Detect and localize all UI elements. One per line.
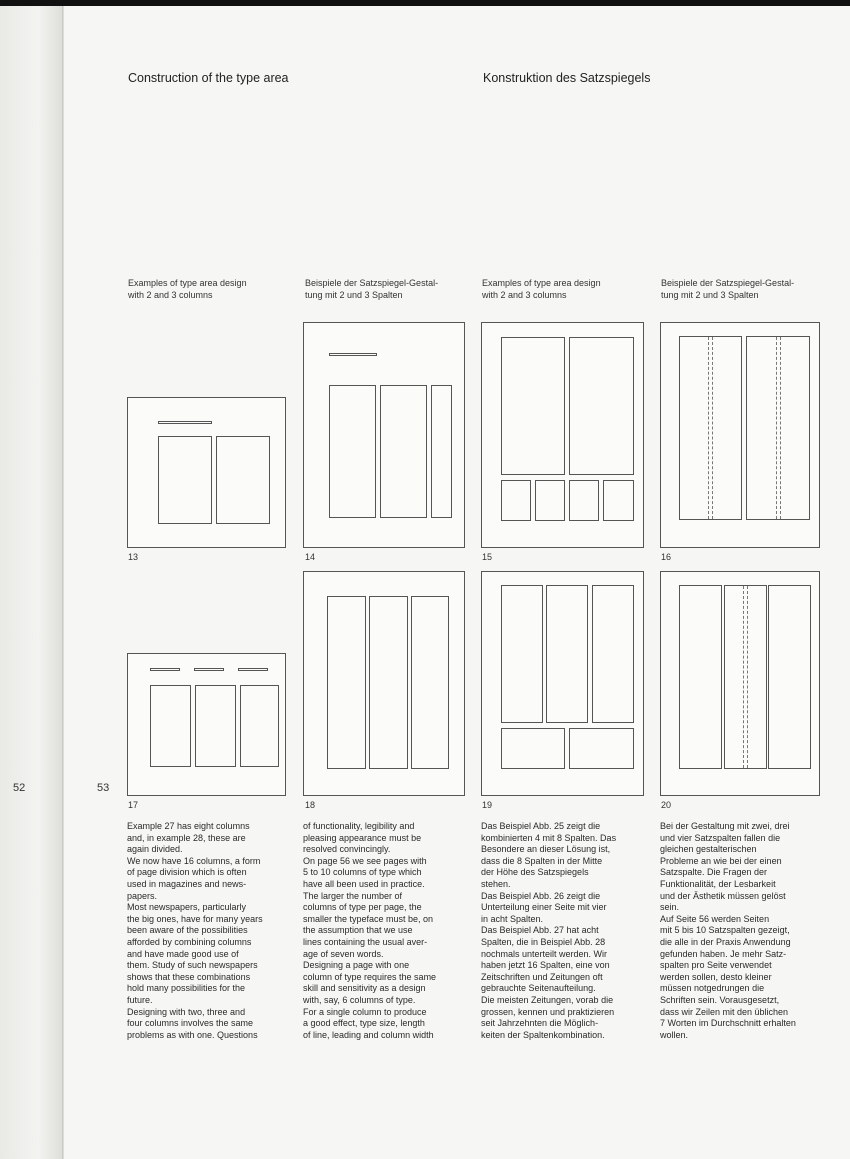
figure-number: 14 [305, 552, 316, 562]
type-column [569, 337, 634, 475]
caption-english-2: Examples of type area design with 2 and 3 columns [482, 278, 601, 300]
type-column [501, 337, 565, 475]
figure-18-page [303, 571, 465, 796]
figure-16-page [660, 322, 820, 548]
figure-number: 15 [482, 552, 493, 562]
figure-number: 18 [305, 800, 316, 810]
type-column [431, 385, 452, 518]
type-column [724, 585, 767, 769]
figure-14-page [303, 322, 465, 548]
figure-19-page [481, 571, 644, 796]
figure-number: 13 [128, 552, 139, 562]
column-divider [780, 337, 781, 519]
type-column [501, 585, 543, 723]
type-column [195, 685, 236, 767]
book-gutter [0, 6, 64, 1159]
heading-bar [150, 668, 180, 671]
caption-german-2: Beispiele der Satzspiegel-Gestal- tung mit 2 und 3 Spalten [661, 278, 795, 300]
body-text-column-1: Example 27 has eight columns and, in example 28, these are again divided. We now have 16 columns, a form of page division which is often used in magazines and news- papers. Most newspapers, particularly the big ones, have for many years been aware of the possibilities afforded by combining columns and have made good use of them. Study of such newspapers shows that these combinations hold many possibilities for the future. Designing with two, three and four columns involves the same problems as with one. Questions [127, 821, 263, 1040]
type-column [240, 685, 279, 767]
type-column [150, 685, 191, 767]
figure-13-page [127, 397, 286, 548]
gutter-fold-line [62, 6, 63, 1159]
type-column [329, 385, 376, 518]
column-divider [776, 337, 777, 519]
type-column [369, 596, 408, 769]
body-text-column-3: Das Beispiel Abb. 25 zeigt die kombinierten 4 mit 8 Spalten. Das Besondere an dieser Lösung ist, dass die 8 Spalten in der Mitte der Höhe des Satzspiegels stehen. Das Beispiel Abb. 26 zeigt die Unterteilung einer Seite mit vier in acht Spalten. Das Beispiel Abb. 27 hat acht Spalten, die in Beispiel Abb. 28 nochmals unterteilt werden. Wir haben jetzt 16 Spalten, eine von Zeitschriften und Zeitungen oft gebrauchte Seitenaufteilung. Die meisten Zeitungen, vorab die grossen, kennen und praktizieren seit Jahrzehnten die Möglich- keiten der Spaltenkombination. [481, 821, 617, 1040]
caption-english-1: Examples of type area design with 2 and 3 columns [128, 278, 247, 300]
type-block [569, 480, 599, 521]
column-divider [743, 586, 744, 768]
type-column [380, 385, 427, 518]
caption-german-1: Beispiele der Satzspiegel-Gestal- tung mit 2 und 3 Spalten [305, 278, 439, 300]
type-column [768, 585, 811, 769]
figure-number: 16 [661, 552, 672, 562]
column-divider [708, 337, 709, 519]
type-block [603, 480, 634, 521]
heading-bar [238, 668, 268, 671]
scan-top-edge [0, 0, 850, 6]
heading-german: Konstruktion des Satzspiegels [483, 71, 651, 85]
figure-number: 17 [128, 800, 139, 810]
heading-bar [158, 421, 212, 424]
heading-bar [194, 668, 224, 671]
type-column [546, 585, 588, 723]
heading-english: Construction of the type area [128, 71, 289, 85]
column-divider [712, 337, 713, 519]
body-text-column-2: of functionality, legibility and pleasing appearance must be resolved convincingly. On page 56 we see pages with 5 to 10 columns of type which have all been used in practice. The larger the number of columns of type per page, the smaller the typeface must be, on the assumption that we use lines containing the usual aver- age of seven words. Designing a page with one column of type requires the same skill and sensitivity as a design with, say, 6 columns of type. For a single column to produce a good effect, type size, length of line, leading and column width [303, 821, 437, 1040]
page-number-right: 53 [97, 782, 110, 794]
type-block [501, 728, 565, 769]
figure-15-page [481, 322, 644, 548]
figure-number: 20 [661, 800, 672, 810]
figure-17-page [127, 653, 286, 796]
type-block [501, 480, 531, 521]
type-column [411, 596, 449, 769]
type-column [679, 336, 742, 520]
type-column [158, 436, 212, 524]
type-column [327, 596, 366, 769]
type-column [746, 336, 810, 520]
type-block [535, 480, 565, 521]
heading-bar [329, 353, 377, 356]
column-divider [747, 586, 748, 768]
figure-number: 19 [482, 800, 493, 810]
type-column [592, 585, 634, 723]
page-number-left: 52 [13, 782, 26, 794]
body-text-column-4: Bei der Gestaltung mit zwei, drei und vier Satzspalten fallen die gleichen gestalterischen Probleme an wie bei der einen Satzspalte. Die Fragen der Funktionalität, der Lesbarkeit und der Ästhetik müssen gelöst sein. Auf Seite 56 werden Seiten mit 5 bis 10 Satzspalten gezeigt, die alle in der Praxis Anwendung gefunden haben. Je mehr Satz- spalten pro Seite verwendet werden sollen, desto kleiner müssen notgedrungen die Schriften sein. Vorausgesetzt, dass wir Zeilen mit den üblichen 7 Worten im Durchschnitt erhalten wollen. [660, 821, 796, 1040]
type-block [569, 728, 634, 769]
figure-20-page [660, 571, 820, 796]
type-column [679, 585, 722, 769]
type-column [216, 436, 270, 524]
